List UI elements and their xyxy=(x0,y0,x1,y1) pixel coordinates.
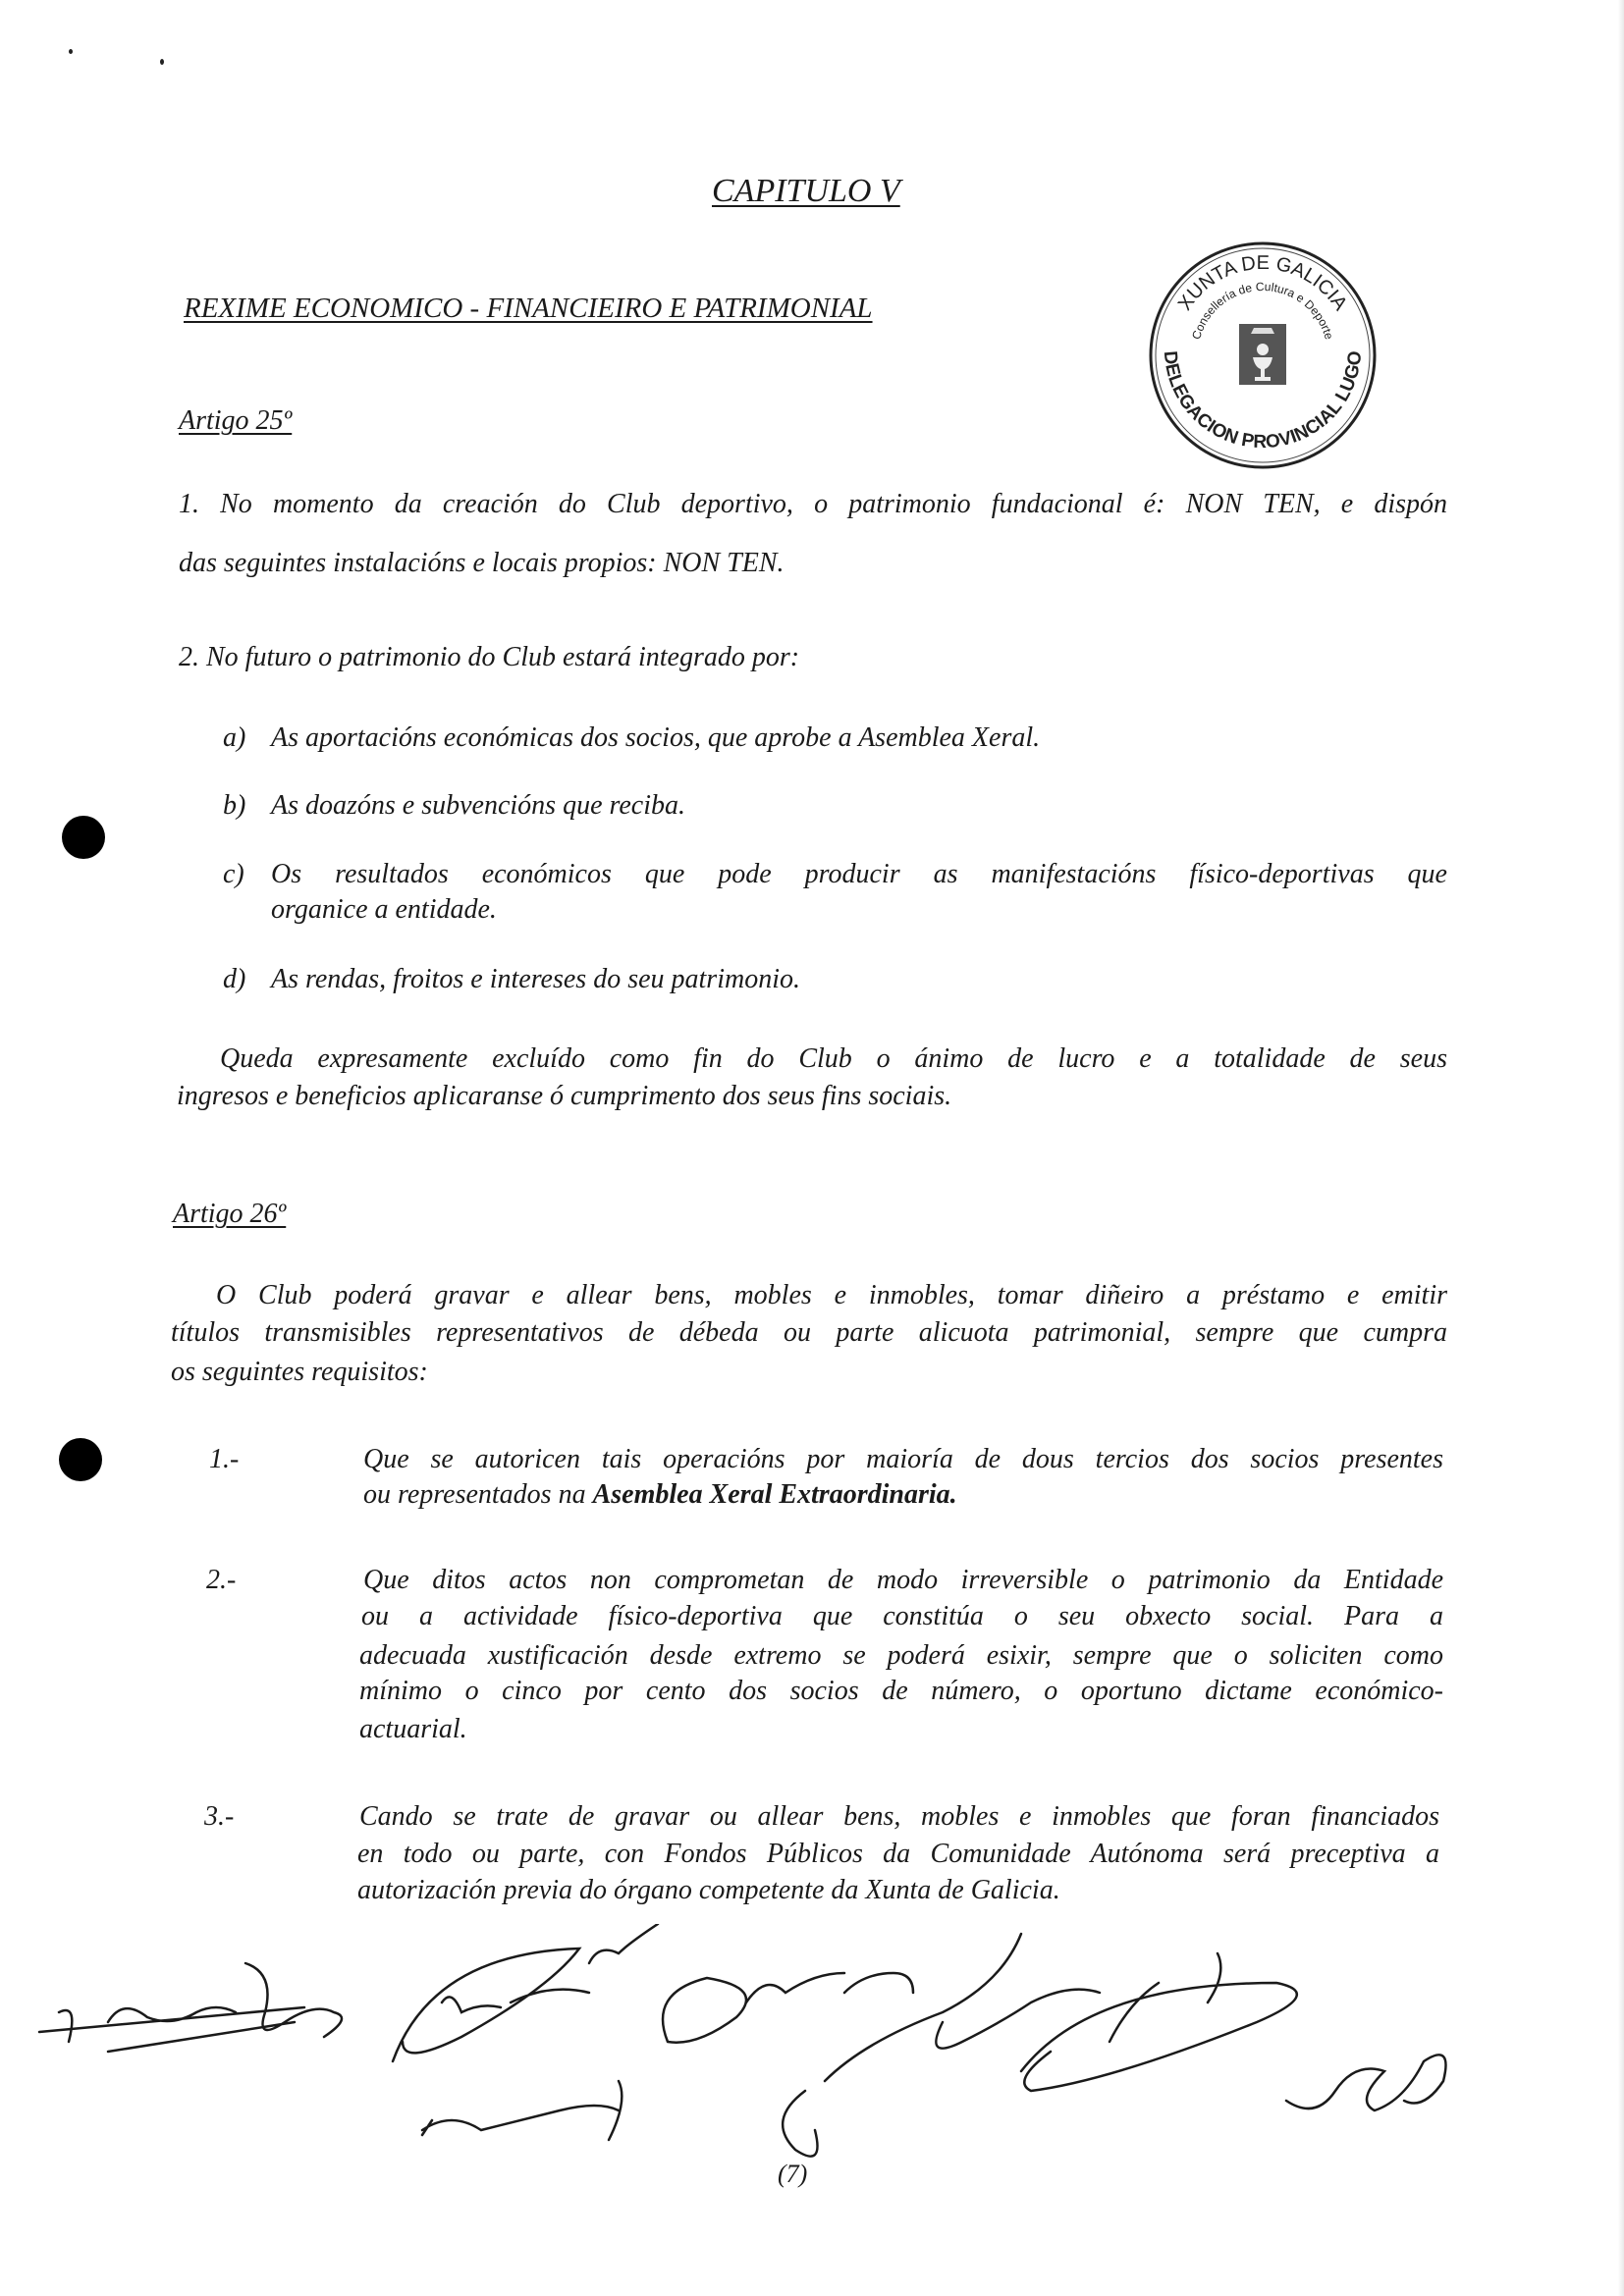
item-text: Os resultados económicos que pode producir as manifestacións físico-deportivas que xyxy=(271,859,1447,889)
signature-2 xyxy=(393,1924,658,2061)
requirement-label: 1.- xyxy=(209,1444,240,1474)
requirement-text: Que ditos actos non comprometan de modo irreversible o patrimonio da Entidade xyxy=(363,1565,1443,1595)
intro-line: os seguintes requisitos: xyxy=(171,1357,428,1387)
coat-of-arms-icon xyxy=(1239,324,1286,385)
item-label: c) xyxy=(223,859,244,889)
item-label: d) xyxy=(223,964,246,994)
item-label: b) xyxy=(223,790,246,821)
chapter-title: CAPITULO V xyxy=(712,173,900,209)
official-stamp xyxy=(1147,240,1379,471)
signatures xyxy=(0,1924,1624,2179)
stamp-bottom-text: DELEGACION PROVINCIAL LUGO xyxy=(1159,349,1367,454)
signature-3 xyxy=(663,1973,913,2043)
stamp-top-text: XUNTA DE GALICIA xyxy=(1173,251,1352,315)
intro-line: O Club poderá gravar e allear bens, mobles e inmobles, tomar diñeiro a préstamo e emitir xyxy=(216,1280,1447,1310)
article-25-heading: Artigo 25º xyxy=(179,405,293,436)
signature-6 xyxy=(1021,1953,1297,2091)
intro-line: títulos transmisibles representativos de débeda ou parte alicuota patrimonial, sempre que cumpra xyxy=(171,1317,1447,1348)
punch-hole xyxy=(59,1438,102,1481)
requirement-text: actuarial. xyxy=(359,1714,467,1744)
signature-5 xyxy=(783,1934,1100,2157)
signature-7 xyxy=(1286,2055,1446,2110)
punch-hole xyxy=(62,816,105,859)
chapter-subtitle: REXIME ECONOMICO - FINANCIEIRO E PATRIMONIAL xyxy=(184,293,873,324)
signature-1 xyxy=(39,1963,342,2052)
item-label: a) xyxy=(223,722,246,753)
requirement-text: en todo ou parte, con Fondos Públicos da Comunidade Autónoma será preceptiva a xyxy=(357,1839,1439,1869)
requirement-text: Que se autoricen tais operacións por maioría de dous tercios dos socios presentes xyxy=(363,1444,1443,1474)
requirement-label: 2.- xyxy=(206,1565,237,1595)
stamp-inner-text: Consellería de Cultura e Deporte xyxy=(1189,279,1336,342)
requirement-text: ou a actividade físico-deportiva que constitúa o seu obxecto social. Para a xyxy=(361,1601,1443,1631)
page-number: (7) xyxy=(778,2160,808,2188)
closing-line: Queda expresamente excluído como fin do Club o ánimo de lucro e a totalidade de seus xyxy=(220,1043,1447,1074)
requirement-text: mínimo o cinco por cento dos socios de número, o oportuno dictame económico- xyxy=(359,1676,1443,1706)
article-26-heading: Artigo 26º xyxy=(173,1199,287,1229)
article-25-p1-line: 1. No momento da creación do Club deportivo, o patrimonio fundacional é: NON TEN, e dispón xyxy=(179,489,1447,519)
item-text: As aportacións económicas dos socios, que aprobe a Asemblea Xeral. xyxy=(271,722,1041,753)
item-text: As doazóns e subvencións que reciba. xyxy=(271,790,685,821)
requirement-text: Cando se trate de gravar ou allear bens, mobles e inmobles que foran financiados xyxy=(359,1801,1439,1832)
scan-speck xyxy=(69,49,73,54)
requirement-text: adecuada xustificación desde extremo se poderá esixir, sempre que o soliciten como xyxy=(359,1640,1443,1671)
requirement-text: autorización previa do órgano competente da Xunta de Galicia. xyxy=(357,1875,1060,1905)
closing-line: ingresos e beneficios aplicaranse ó cumprimento dos seus fins sociais. xyxy=(177,1081,952,1111)
scan-speck xyxy=(160,59,164,65)
requirement-text: ou representados na xyxy=(363,1479,593,1510)
article-25-p2: 2. No futuro o patrimonio do Club estará integrado por: xyxy=(179,642,800,672)
item-text: As rendas, froitos e intereses do seu patrimonio. xyxy=(271,964,800,994)
item-text: organice a entidade. xyxy=(271,894,497,925)
signature-4 xyxy=(422,2081,622,2140)
requirement-label: 3.- xyxy=(204,1801,235,1832)
article-25-p1-line: das seguintes instalacións e locais propios: NON TEN. xyxy=(179,548,785,578)
requirement-bold-text: Asemblea Xeral Extraordinaria. xyxy=(592,1479,957,1510)
